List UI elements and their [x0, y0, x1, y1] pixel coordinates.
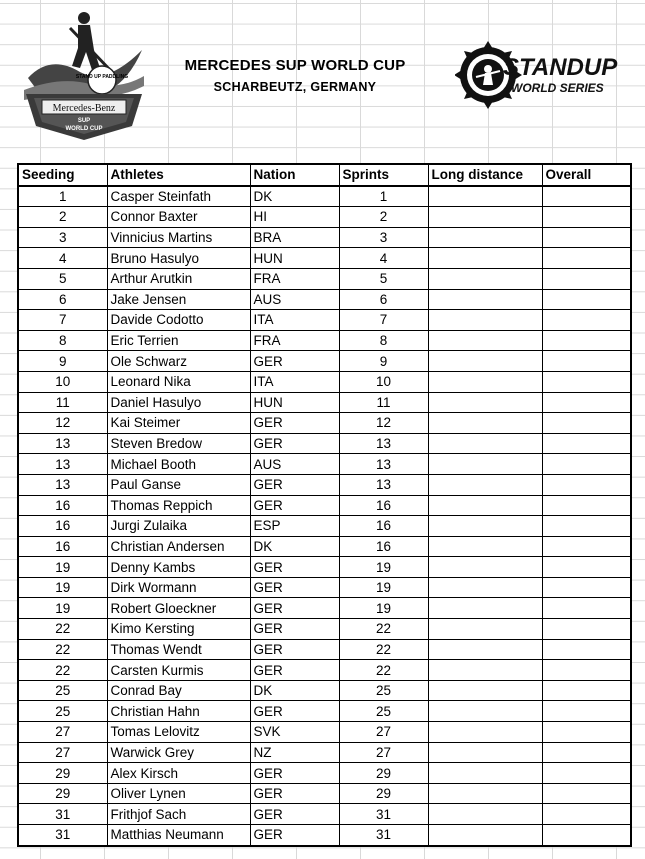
seeding-cell: 4 [18, 248, 107, 269]
page-subtitle: SCHARBEUTZ, GERMANY [213, 80, 377, 94]
athlete-cell: Leonard Nika [107, 371, 250, 392]
overall-cell [542, 454, 631, 475]
long-distance-cell [428, 577, 542, 598]
overall-cell [542, 680, 631, 701]
sprints-cell: 16 [339, 536, 428, 557]
column-header-overall: Overall [542, 164, 631, 186]
logo-right-text2: WORLD SERIES [511, 81, 604, 95]
sprints-cell: 16 [339, 495, 428, 516]
athlete-cell: Ole Schwarz [107, 351, 250, 372]
table-row [18, 783, 631, 804]
seeding-cell: 2 [18, 207, 107, 228]
sprints-cell: 8 [339, 330, 428, 351]
table-row [18, 763, 631, 784]
table-header-row [18, 164, 631, 186]
long-distance-cell [428, 392, 542, 413]
seeding-cell: 19 [18, 598, 107, 619]
seeding-cell: 29 [18, 763, 107, 784]
table-row [18, 351, 631, 372]
overall-cell [542, 474, 631, 495]
table-row [18, 722, 631, 743]
logo-left-text1: Mercedes-Benz [52, 103, 116, 114]
sprints-cell: 13 [339, 454, 428, 475]
overall-cell [542, 289, 631, 310]
overall-cell [542, 722, 631, 743]
long-distance-cell [428, 825, 542, 846]
nation-cell: GER [250, 474, 339, 495]
seeding-cell: 9 [18, 351, 107, 372]
nation-cell: GER [250, 660, 339, 681]
table-row [18, 619, 631, 640]
logo-right-text1: STANDUP [503, 54, 618, 81]
seeding-cell: 19 [18, 577, 107, 598]
seeding-cell: 1 [18, 186, 107, 207]
seeding-cell: 16 [18, 495, 107, 516]
nation-cell: GER [250, 783, 339, 804]
overall-cell [542, 433, 631, 454]
sprints-cell: 29 [339, 763, 428, 784]
sprints-cell: 1 [339, 186, 428, 207]
long-distance-cell [428, 701, 542, 722]
table-row [18, 474, 631, 495]
long-distance-cell [428, 557, 542, 578]
table-row [18, 371, 631, 392]
athlete-cell: Tomas Lelovitz [107, 722, 250, 743]
long-distance-cell [428, 619, 542, 640]
seeding-cell: 22 [18, 619, 107, 640]
long-distance-cell [428, 289, 542, 310]
overall-cell [542, 516, 631, 537]
mercedes-benz-sup-world-cup-logo [20, 6, 148, 144]
long-distance-cell [428, 783, 542, 804]
overall-cell [542, 619, 631, 640]
long-distance-cell [428, 722, 542, 743]
sprints-cell: 22 [339, 660, 428, 681]
long-distance-cell [428, 763, 542, 784]
table-row [18, 598, 631, 619]
nation-cell: NZ [250, 742, 339, 763]
column-header-nation: Nation [250, 164, 339, 186]
overall-cell [542, 186, 631, 207]
long-distance-cell [428, 413, 542, 434]
athlete-cell: Arthur Arutkin [107, 268, 250, 289]
athlete-cell: Bruno Hasulyo [107, 248, 250, 269]
seeding-cell: 22 [18, 639, 107, 660]
nation-cell: DK [250, 536, 339, 557]
sprints-cell: 7 [339, 310, 428, 331]
athlete-cell: Oliver Lynen [107, 783, 250, 804]
athlete-cell: Alex Kirsch [107, 763, 250, 784]
long-distance-cell [428, 536, 542, 557]
athlete-cell: Thomas Reppich [107, 495, 250, 516]
nation-cell: GER [250, 495, 339, 516]
nation-cell: SVK [250, 722, 339, 743]
overall-cell [542, 557, 631, 578]
seeding-cell: 5 [18, 268, 107, 289]
nation-cell: HUN [250, 248, 339, 269]
nation-cell: GER [250, 413, 339, 434]
athlete-cell: Steven Bredow [107, 433, 250, 454]
page-title: MERCEDES SUP WORLD CUP [184, 57, 406, 74]
long-distance-cell [428, 680, 542, 701]
sprints-cell: 22 [339, 639, 428, 660]
long-distance-cell [428, 804, 542, 825]
athlete-cell: Christian Hahn [107, 701, 250, 722]
seeding-cell: 25 [18, 701, 107, 722]
long-distance-cell [428, 268, 542, 289]
sprints-cell: 13 [339, 433, 428, 454]
overall-cell [542, 536, 631, 557]
athlete-cell: Casper Steinfath [107, 186, 250, 207]
table-row [18, 248, 631, 269]
long-distance-cell [428, 660, 542, 681]
overall-cell [542, 660, 631, 681]
long-distance-cell [428, 495, 542, 516]
nation-cell: HUN [250, 392, 339, 413]
sprints-cell: 25 [339, 701, 428, 722]
athlete-cell: Kai Steimer [107, 413, 250, 434]
column-header-long-distance: Long distance [428, 164, 542, 186]
seeding-cell: 8 [18, 330, 107, 351]
table-row [18, 268, 631, 289]
sprints-cell: 3 [339, 227, 428, 248]
column-header-athletes: Athletes [107, 164, 250, 186]
long-distance-cell [428, 598, 542, 619]
table-row [18, 516, 631, 537]
nation-cell: GER [250, 577, 339, 598]
athlete-cell: Carsten Kurmis [107, 660, 250, 681]
header [150, 57, 440, 94]
standup-world-series-logo [455, 40, 620, 110]
table-row [18, 536, 631, 557]
nation-cell: GER [250, 557, 339, 578]
seeding-cell: 31 [18, 825, 107, 846]
nation-cell: FRA [250, 268, 339, 289]
seeding-cell: 22 [18, 660, 107, 681]
nation-cell: GER [250, 701, 339, 722]
long-distance-cell [428, 516, 542, 537]
seeding-cell: 13 [18, 433, 107, 454]
seeding-cell: 13 [18, 474, 107, 495]
nation-cell: GER [250, 763, 339, 784]
overall-cell [542, 577, 631, 598]
column-header-sprints: Sprints [339, 164, 428, 186]
sprints-cell: 27 [339, 722, 428, 743]
long-distance-cell [428, 330, 542, 351]
athlete-cell: Davide Codotto [107, 310, 250, 331]
sprints-cell: 19 [339, 598, 428, 619]
athlete-cell: Christian Andersen [107, 536, 250, 557]
overall-cell [542, 392, 631, 413]
overall-cell [542, 825, 631, 846]
seeding-cell: 13 [18, 454, 107, 475]
long-distance-cell [428, 207, 542, 228]
sprints-cell: 5 [339, 268, 428, 289]
nation-cell: ESP [250, 516, 339, 537]
sprints-cell: 19 [339, 557, 428, 578]
athlete-cell: Kimo Kersting [107, 619, 250, 640]
nation-cell: DK [250, 186, 339, 207]
table-row [18, 227, 631, 248]
sprints-cell: 29 [339, 783, 428, 804]
results-table [17, 163, 632, 847]
seeding-cell: 12 [18, 413, 107, 434]
logo-left-text2: SUP [77, 118, 91, 124]
nation-cell: ITA [250, 310, 339, 331]
overall-cell [542, 701, 631, 722]
overall-cell [542, 639, 631, 660]
seeding-cell: 31 [18, 804, 107, 825]
table-row [18, 701, 631, 722]
athlete-cell: Conrad Bay [107, 680, 250, 701]
nation-cell: BRA [250, 227, 339, 248]
table-row [18, 680, 631, 701]
table-row [18, 454, 631, 475]
long-distance-cell [428, 433, 542, 454]
athlete-cell: Robert Gloeckner [107, 598, 250, 619]
sprints-cell: 27 [339, 742, 428, 763]
overall-cell [542, 763, 631, 784]
nation-cell: GER [250, 639, 339, 660]
sprints-cell: 13 [339, 474, 428, 495]
athlete-cell: Warwick Grey [107, 742, 250, 763]
table-row [18, 207, 631, 228]
nation-cell: FRA [250, 330, 339, 351]
seeding-cell: 16 [18, 536, 107, 557]
nation-cell: GER [250, 825, 339, 846]
sprints-cell: 9 [339, 351, 428, 372]
seeding-cell: 6 [18, 289, 107, 310]
athlete-cell: Denny Kambs [107, 557, 250, 578]
seeding-cell: 25 [18, 680, 107, 701]
seeding-cell: 27 [18, 722, 107, 743]
athlete-cell: Eric Terrien [107, 330, 250, 351]
athlete-cell: Connor Baxter [107, 207, 250, 228]
table-row [18, 413, 631, 434]
overall-cell [542, 268, 631, 289]
sprints-cell: 19 [339, 577, 428, 598]
nation-cell: AUS [250, 454, 339, 475]
table-row [18, 577, 631, 598]
results-table-container [17, 163, 632, 847]
table-row [18, 660, 631, 681]
nation-cell: HI [250, 207, 339, 228]
sprints-cell: 31 [339, 825, 428, 846]
overall-cell [542, 783, 631, 804]
table-row [18, 825, 631, 846]
nation-cell: DK [250, 680, 339, 701]
athlete-cell: Paul Ganse [107, 474, 250, 495]
overall-cell [542, 207, 631, 228]
nation-cell: ITA [250, 371, 339, 392]
athlete-cell: Jake Jensen [107, 289, 250, 310]
long-distance-cell [428, 248, 542, 269]
sprints-cell: 4 [339, 248, 428, 269]
nation-cell: GER [250, 619, 339, 640]
overall-cell [542, 804, 631, 825]
sprints-cell: 22 [339, 619, 428, 640]
long-distance-cell [428, 454, 542, 475]
long-distance-cell [428, 474, 542, 495]
nation-cell: AUS [250, 289, 339, 310]
sprints-cell: 16 [339, 516, 428, 537]
seeding-cell: 10 [18, 371, 107, 392]
sprints-cell: 12 [339, 413, 428, 434]
logo-left-text3: WORLD CUP [65, 126, 103, 132]
long-distance-cell [428, 310, 542, 331]
long-distance-cell [428, 227, 542, 248]
table-row [18, 330, 631, 351]
table-row [18, 495, 631, 516]
seeding-cell: 29 [18, 783, 107, 804]
nation-cell: GER [250, 804, 339, 825]
long-distance-cell [428, 639, 542, 660]
overall-cell [542, 227, 631, 248]
logo-left-text4: STAND UP PADDLING [75, 74, 129, 80]
table-row [18, 392, 631, 413]
long-distance-cell [428, 351, 542, 372]
seeding-cell: 27 [18, 742, 107, 763]
table-row [18, 557, 631, 578]
sprints-cell: 2 [339, 207, 428, 228]
table-row [18, 433, 631, 454]
sprints-cell: 11 [339, 392, 428, 413]
nation-cell: GER [250, 351, 339, 372]
overall-cell [542, 413, 631, 434]
sprints-cell: 10 [339, 371, 428, 392]
overall-cell [542, 742, 631, 763]
seeding-cell: 7 [18, 310, 107, 331]
sprints-cell: 31 [339, 804, 428, 825]
athlete-cell: Vinnicius Martins [107, 227, 250, 248]
athlete-cell: Jurgi Zulaika [107, 516, 250, 537]
seeding-cell: 19 [18, 557, 107, 578]
long-distance-cell [428, 186, 542, 207]
nation-cell: GER [250, 598, 339, 619]
athlete-cell: Thomas Wendt [107, 639, 250, 660]
athlete-cell: Matthias Neumann [107, 825, 250, 846]
nation-cell: GER [250, 433, 339, 454]
seeding-cell: 16 [18, 516, 107, 537]
overall-cell [542, 310, 631, 331]
athlete-cell: Frithjof Sach [107, 804, 250, 825]
column-header-seeding: Seeding [18, 164, 107, 186]
sprints-cell: 25 [339, 680, 428, 701]
table-row [18, 289, 631, 310]
long-distance-cell [428, 371, 542, 392]
athlete-cell: Daniel Hasulyo [107, 392, 250, 413]
sprints-cell: 6 [339, 289, 428, 310]
overall-cell [542, 371, 631, 392]
seeding-cell: 11 [18, 392, 107, 413]
table-body [18, 186, 631, 846]
table-row [18, 310, 631, 331]
athlete-cell: Michael Booth [107, 454, 250, 475]
overall-cell [542, 248, 631, 269]
overall-cell [542, 598, 631, 619]
table-row [18, 186, 631, 207]
athlete-cell: Dirk Wormann [107, 577, 250, 598]
table-row [18, 804, 631, 825]
long-distance-cell [428, 742, 542, 763]
table-row [18, 742, 631, 763]
overall-cell [542, 495, 631, 516]
overall-cell [542, 351, 631, 372]
overall-cell [542, 330, 631, 351]
seeding-cell: 3 [18, 227, 107, 248]
table-row [18, 639, 631, 660]
